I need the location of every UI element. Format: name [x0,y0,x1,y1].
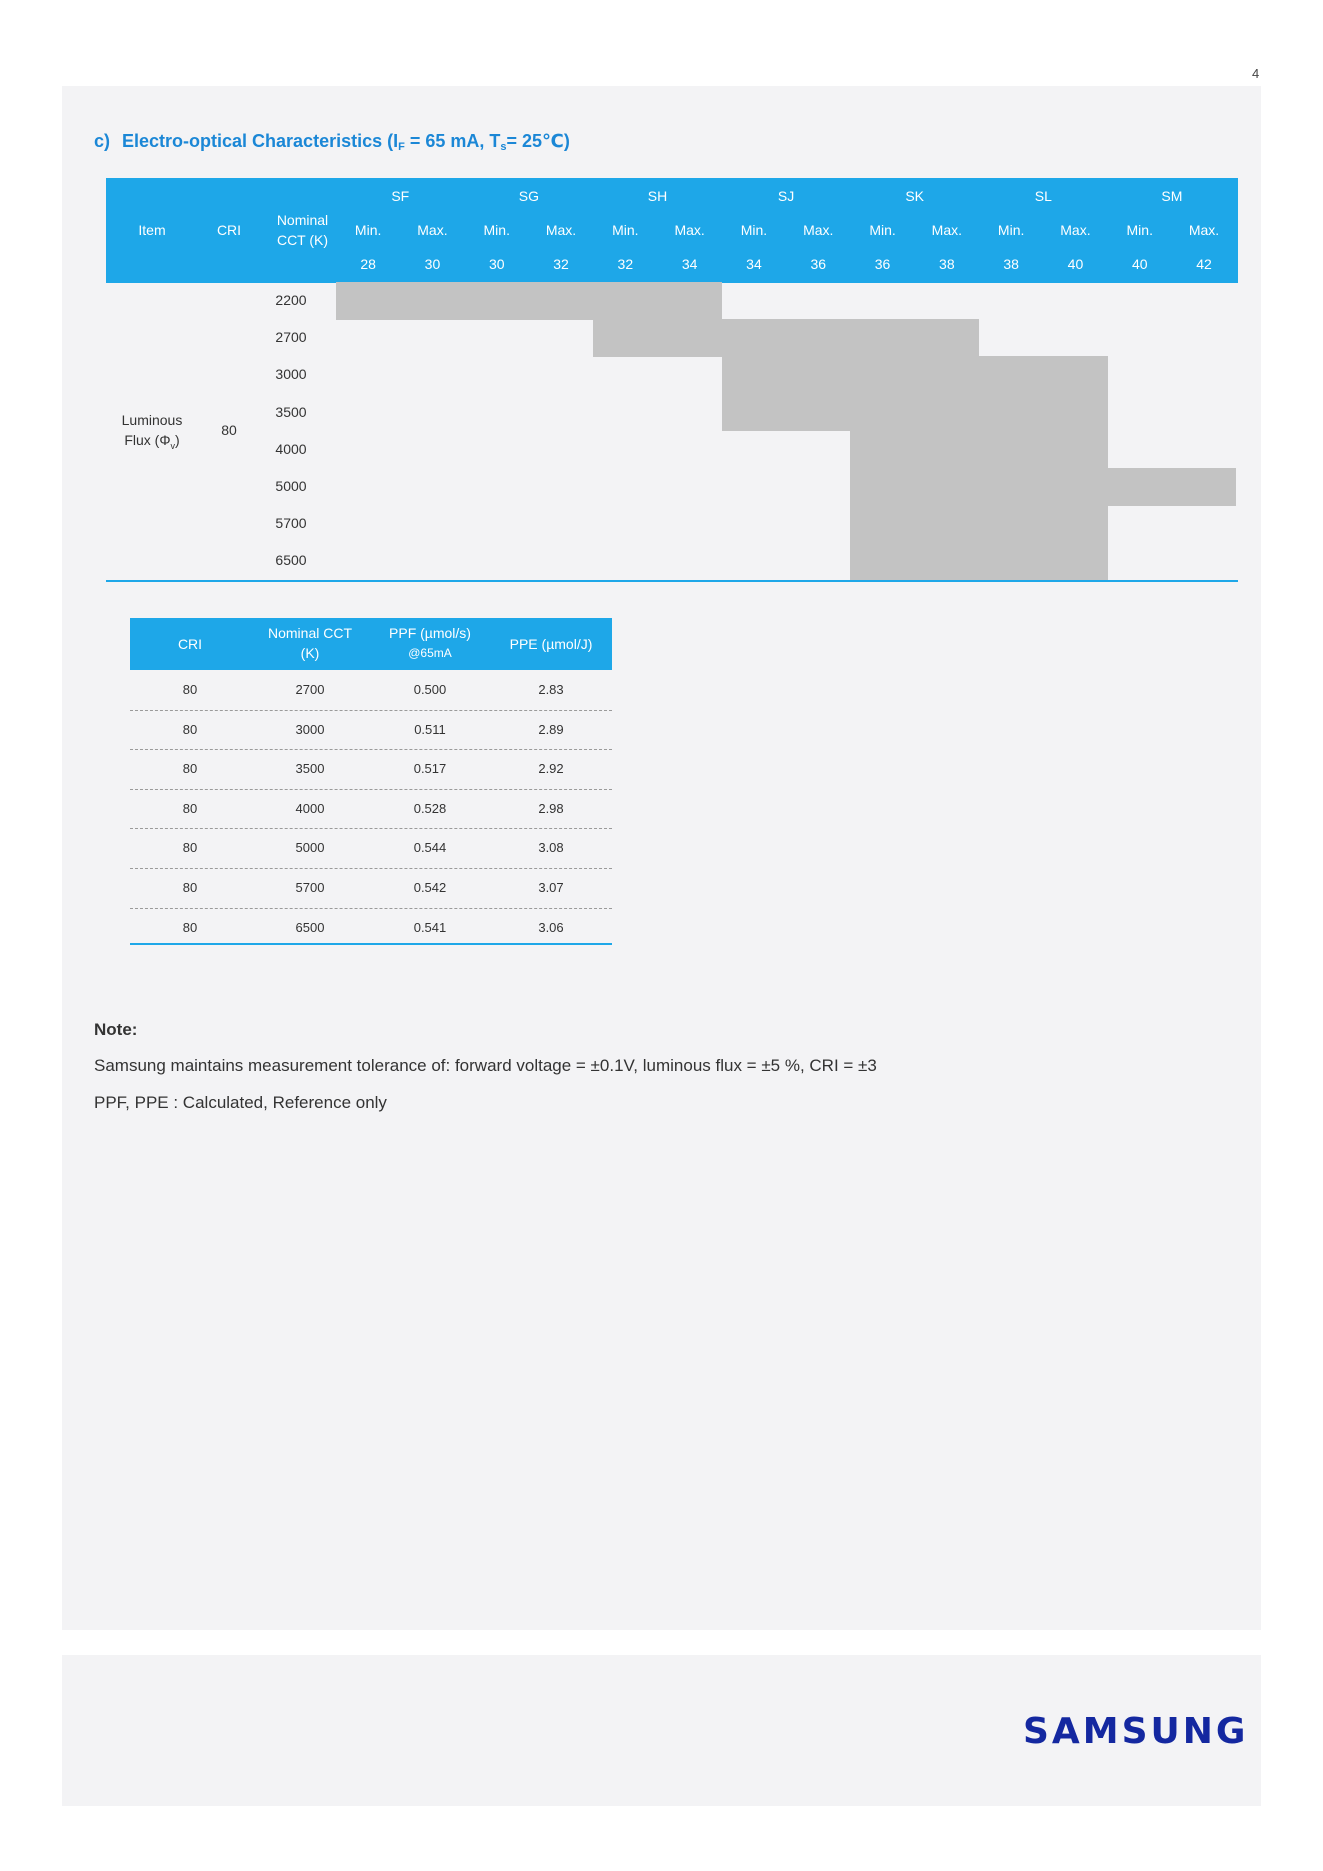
table-row [130,908,612,948]
bin-sm-max: 42 [1196,256,1212,272]
cct-row-label: 2700 [275,329,307,346]
cell-cct: 5700 [295,880,325,895]
cct-row-label: 6500 [275,552,307,569]
cell-cri: 80 [182,761,198,777]
bin-sm-min-label: Min. [1126,222,1153,238]
bin-sh-max-label: Max. [674,222,705,238]
cct-row-label: 3500 [275,403,307,420]
flux-bin-range-3500 [722,394,1108,432]
section-number: c) [94,131,111,151]
cell-ppf: 0.544 [413,840,447,856]
cell-cri: 80 [182,721,198,737]
table-row [130,670,612,710]
cct-row-label: 5700 [275,515,307,532]
cell-ppf: 0.528 [413,800,447,816]
cell-ppf: 0.517 [413,761,447,777]
flux-table-bottom-rule [106,580,1238,582]
cell-cct: 5000 [295,840,325,856]
section-title: c) Electro-optical Characteristics ($I_F = 65$ mA, $T_s=$ 25℃) [94,131,570,153]
ppf-table-header [130,618,612,670]
bin-sg-max-label: Max. [545,222,577,238]
header-cri: CRI [177,636,203,652]
cell-cct: 3500 [295,761,325,777]
cell-ppf: 0.500 [413,682,447,697]
flux-bin-range-4000 [850,431,1107,469]
bin-code-sm: SM [1161,188,1183,204]
page-number: 4 [1252,66,1260,81]
table-row [130,789,612,829]
bin-sj-min: 34 [746,256,762,272]
bin-sk-max-label: Max. [931,222,962,238]
item-luminous-flux: Luminous Flux $(\Phi_v)$ [121,412,183,451]
cct-row-label: 3000 [275,366,307,383]
bin-code-sl: SL [1034,188,1052,204]
cell-cri: 80 [182,840,198,856]
bin-sj-max-label: Max. [803,222,834,238]
bin-sg-min: 30 [488,256,505,272]
cell-cri: 80 [182,682,198,697]
bin-sh-min: 32 [617,256,634,272]
note-heading: Note: [94,1020,138,1039]
table-row [130,749,612,789]
cell-cct: 2700 [295,682,325,697]
cell-cct: 3000 [295,721,325,737]
cell-ppf: 0.511 [414,721,446,737]
bin-sh-max: 34 [681,256,698,272]
header-ppe: PPE (µmol/J) [509,636,593,652]
bin-code-sk: SK [905,188,925,204]
cell-ppe: 3.07 [538,880,564,895]
header-item: Item [138,222,166,238]
cell-ppf: 0.542 [413,880,447,895]
flux-bin-range-3000 [722,356,1108,394]
bin-code-sj: SJ [777,188,795,204]
bin-sf-max-label: Max. [417,222,448,238]
bin-sj-max: 36 [810,256,827,272]
flux-bin-range-5700 [850,505,1107,543]
cct-row-label: 2200 [275,292,307,308]
flux-bin-range-5000 [850,468,1236,506]
cell-ppf: 0.541 [413,919,447,935]
cell-ppe: 2.89 [538,721,564,737]
bin-code-sg: SG [518,188,539,204]
bin-sl-max-label: Max. [1060,222,1091,238]
cell-cri: 80 [182,880,198,895]
note-line-1: Samsung maintains measurement tolerance of: forward voltage = ±0.1V, luminous flux = ±5 %, CRI = ±3 [94,1056,877,1075]
bin-sf-min-label: Min. [354,222,382,238]
samsung-logo: SAMSUNG [1023,1711,1249,1752]
cell-cct: 6500 [295,919,325,935]
bin-sl-max: 40 [1067,256,1084,272]
bin-sf-max: 30 [424,256,441,272]
bin-sf-min: 28 [360,256,376,272]
flux-bin-range-6500 [850,542,1107,580]
bin-sg-min-label: Min. [483,222,510,238]
flux-bin-range-2200 [336,282,722,320]
cell-ppe: 3.08 [538,840,564,856]
bin-sh-min-label: Min. [612,222,639,238]
ppf-table-bottom-rule [130,943,612,945]
cell-cri: 80 [182,800,198,816]
cct-row-label: 5000 [275,478,307,494]
cell-ppe: 2.92 [538,761,564,777]
bin-sj-min-label: Min. [740,222,768,238]
cell-ppe: 3.06 [538,919,564,935]
header-nominal-cct: Nominal CCT (K) [276,212,329,248]
header-ppf: PPF (µmol/s) @65mA [389,625,471,660]
cell-ppe: 2.98 [538,800,564,816]
note-line-2: PPF, PPE : Calculated, Reference only [94,1093,387,1112]
table-row [130,828,612,868]
bin-sm-min: 40 [1131,256,1148,272]
bin-sk-max: 38 [939,256,955,272]
bin-sk-min-label: Min. [869,222,896,238]
bin-sm-max-label: Max. [1188,222,1220,238]
bin-code-sh: SH [647,188,668,204]
cell-ppe: 2.83 [538,682,564,697]
bin-code-sf: SF [391,188,410,204]
table-row [130,710,612,750]
flux-bin-range-2700 [593,319,979,357]
cell-cct: 4000 [295,800,325,816]
table-row [130,868,612,908]
cct-row-label: 4000 [275,440,307,457]
bin-sl-min-label: Min. [997,222,1025,238]
bin-sk-min: 36 [874,256,891,272]
cell-cri: 80 [182,919,198,935]
bin-sl-min: 38 [1003,256,1019,272]
bin-sg-max: 32 [553,256,569,272]
cri-value: 80 [221,422,237,438]
header-nominal-cct: Nominal CCT (K) [267,625,352,661]
flux-table-header [106,178,1238,283]
header-cri: CRI [216,222,242,238]
